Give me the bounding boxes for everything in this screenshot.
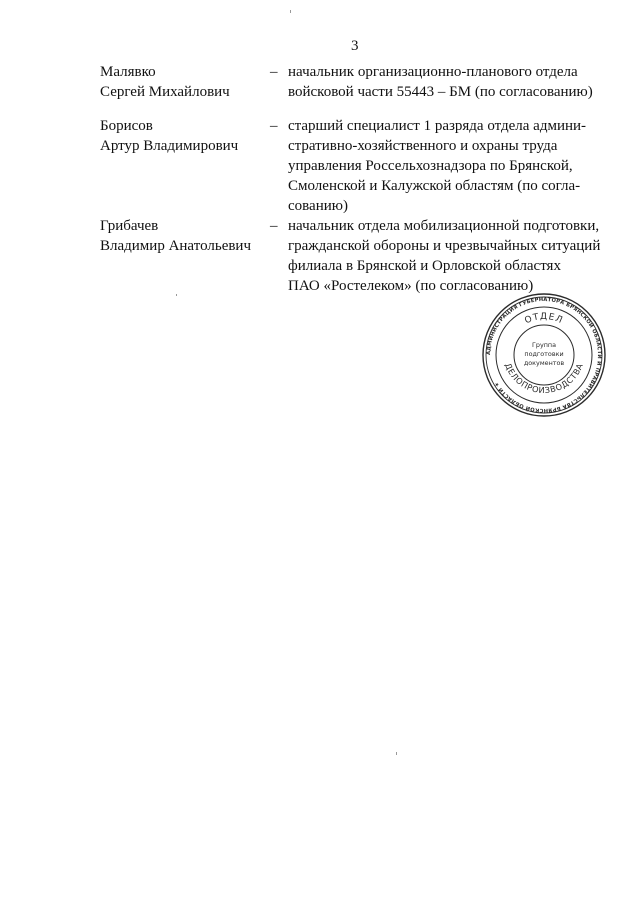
position-line: гражданской обороны и чрезвычайных ситуаций	[288, 238, 601, 254]
scan-speck	[290, 10, 291, 13]
position-line: старший специалист 1 разряда отдела админи-	[288, 118, 587, 134]
person-name	[100, 216, 270, 256]
person-name	[100, 62, 270, 102]
stamp-bottom-arc-text: ДЕЛОПРОИЗВОДСТВА	[502, 361, 586, 396]
position-line: ПАО «Ростелеком» (по согласованию)	[288, 278, 534, 294]
person-name	[100, 116, 270, 156]
page-number: 3	[351, 38, 359, 54]
stamp-outer-text: АДМИНИСТРАЦИЯ ГУБЕРНАТОРА БРЯНСКОЙ ОБЛАСТИ И ПРАВИТЕЛЬСТВА БРЯНСКОЙ ОБЛАСТИ ★	[485, 296, 603, 414]
office-stamp	[481, 292, 607, 418]
dash-separator: –	[270, 64, 278, 80]
position-line: управления Россельхознадзора по Брянской,	[288, 158, 573, 174]
given-names: Артур Владимирович	[100, 138, 239, 154]
surname: Грибачев	[100, 218, 159, 234]
position-line: сованию)	[288, 198, 348, 214]
dash-separator: –	[270, 118, 278, 134]
position-line: филиала в Брянской и Орловской областях	[288, 258, 561, 274]
given-names: Владимир Анатольевич	[100, 238, 252, 254]
stamp-center-line: подготовки	[524, 350, 564, 358]
position-line: Смоленской и Калужской областям (по согла-	[288, 178, 581, 194]
position-line: войсковой части 55443 – БМ (по согласованию)	[288, 84, 593, 100]
position-description	[288, 216, 618, 296]
scan-speck	[396, 752, 397, 755]
svg-text:ОТДЕЛ	[523, 312, 564, 326]
position-line: начальник организационно-планового отдела	[288, 64, 578, 80]
given-names: Сергей Михайлович	[100, 84, 230, 100]
position-line: стративно-хозяйственного и охраны труда	[288, 138, 558, 154]
position-description	[288, 116, 618, 216]
surname: Борисов	[100, 118, 153, 134]
dash-separator: –	[270, 218, 278, 234]
surname: Малявко	[100, 64, 156, 80]
scan-speck	[176, 294, 177, 296]
stamp-center-line: документов	[523, 359, 565, 367]
position-description	[288, 62, 618, 102]
position-line: начальник отдела мобилизационной подготовки,	[288, 218, 600, 234]
stamp-seal-graphic	[481, 292, 607, 418]
stamp-top-arc-text: ОТДЕЛ	[523, 311, 565, 327]
stamp-center-line: Группа	[531, 341, 557, 349]
